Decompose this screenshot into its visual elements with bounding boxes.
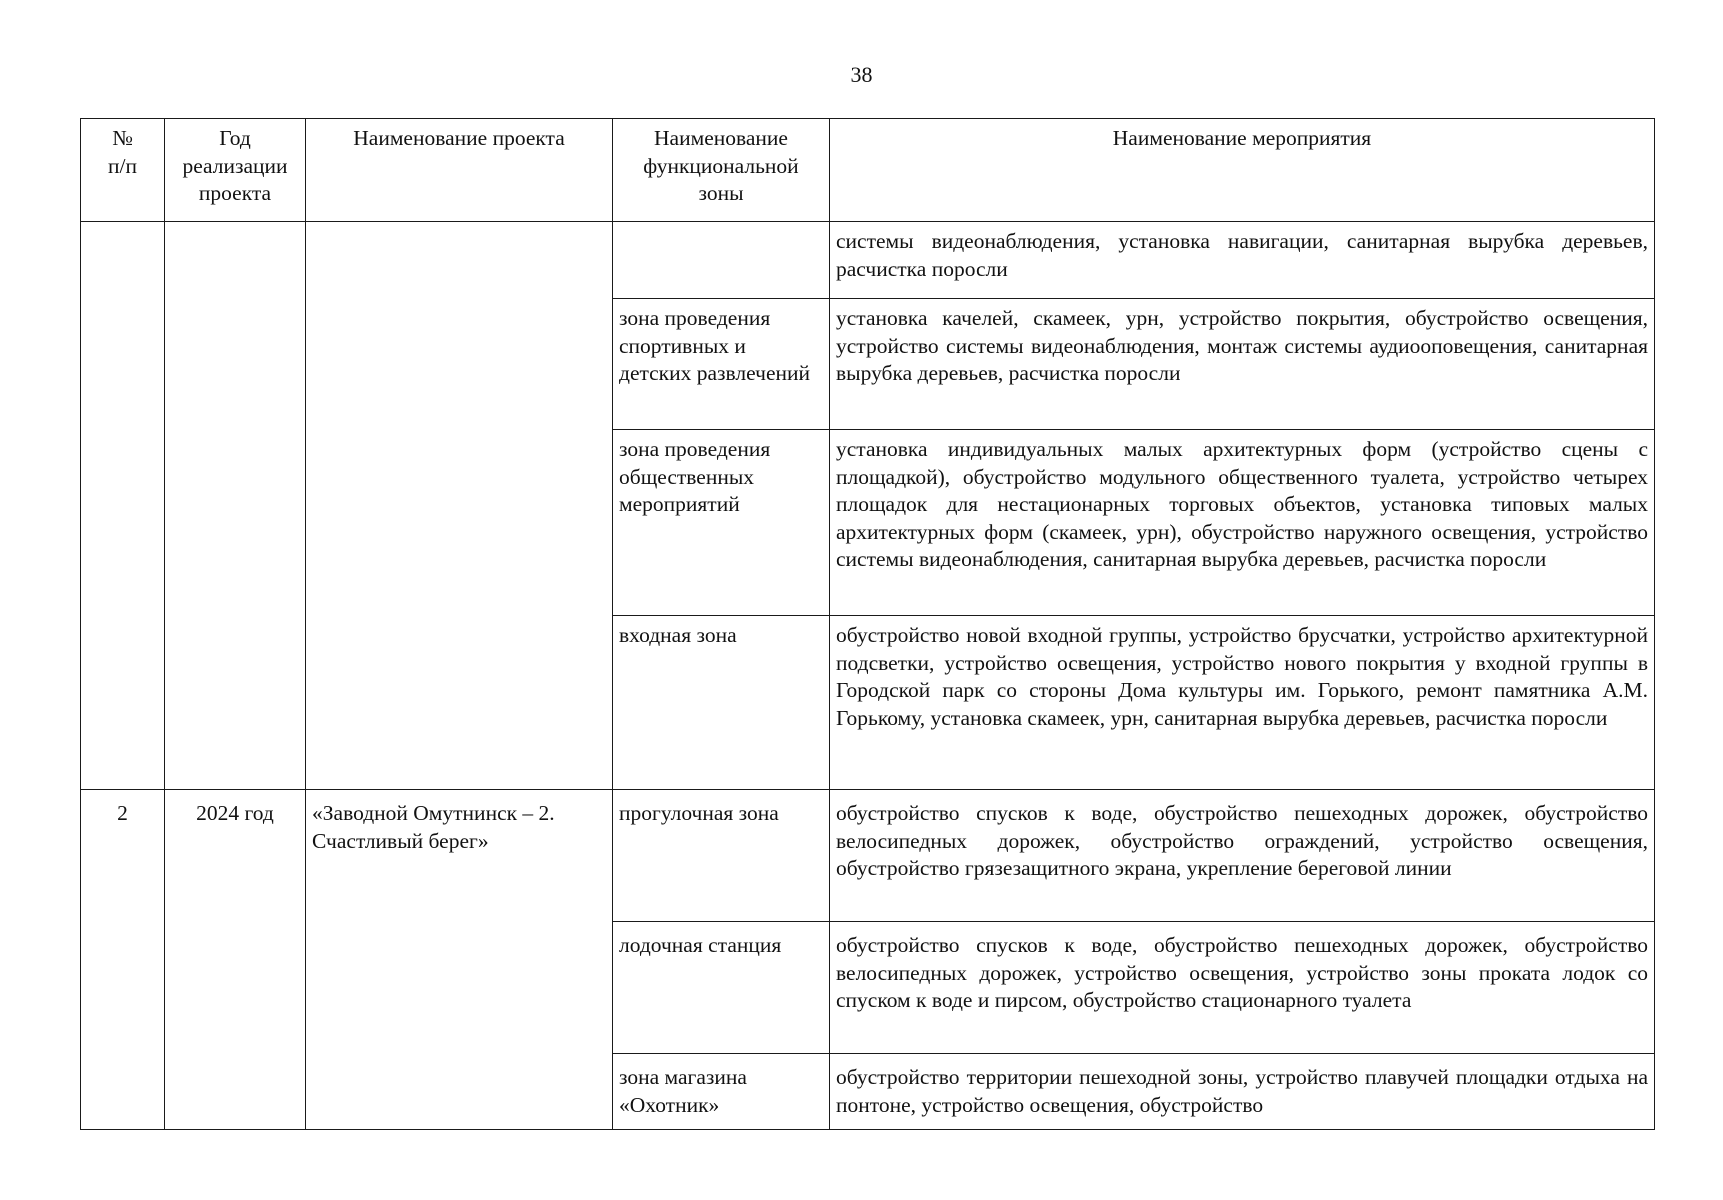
activity-cell: обустройство спусков к воде, обустройство пешеходных дорожек, обустройство велосипедных дорожек, устройство освещения, устройство зоны проката лодок со спуском к воде и пирсом, обустройство стационарного туалета [830,922,1655,1054]
activity-cell: установка качелей, скамеек, урн, устройство покрытия, обустройство освещения, устройство системы видеонаблюдения, монтаж системы аудиооповещения, санитарная вырубка деревьев, расчистка поросли [830,299,1655,430]
project-number-cell: 2 [81,790,165,1130]
zone-cell: зона проведения общественных мероприятий [613,430,830,616]
table-row [81,222,1655,299]
zone-cell: зона проведения спортивных и детских развлечений [613,299,830,430]
zone-cell: зона магазина «Охотник» [613,1054,830,1130]
project-number-cell [81,222,165,790]
project-year-cell [165,222,306,790]
activity-cell: обустройство спусков к воде, обустройство пешеходных дорожек, обустройство велосипедных дорожек, обустройство ограждений, устройство освещения, обустройство грязезащитного экрана, укрепление береговой линии [830,790,1655,922]
header-project: Наименование проекта [306,119,613,222]
project-name-cell [306,222,613,790]
activity-cell: обустройство территории пешеходной зоны, устройство плавучей площадки отдыха на понтоне, устройство освещения, обустройство [830,1054,1655,1130]
zone-cell: лодочная станция [613,922,830,1054]
project-year-cell: 2024 год [165,790,306,1130]
activity-cell: системы видеонаблюдения, установка навигации, санитарная вырубка деревьев, расчистка поросли [830,222,1655,299]
header-zone: Наименование функциональной зоны [613,119,830,222]
header-number: № п/п [81,119,165,222]
page-number: 38 [850,62,873,87]
table-header-row [81,119,1655,222]
activity-cell: обустройство новой входной группы, устройство брусчатки, устройство архитектурной подсветки, устройство освещения, устройство нового покрытия у входной группы в Городской парк со стороны Дома культуры им. Горького, ремонт памятника А.М. Горькому, установка скамеек, урн, санитарная вырубка деревьев, расчистка поросли [830,616,1655,790]
projects-table [80,118,1655,1130]
table-row [81,790,1655,922]
project-name-cell: «Заводной Омутнинск – 2. Счастливый берег» [306,790,613,1130]
activity-cell: установка индивидуальных малых архитектурных форм (устройство сцены с площадкой), обустройство модульного общественного туалета, устройство четырех площадок для нестационарных торговых объектов, установка типовых малых архитектурных форм (скамеек, урн), обустройство наружного освещения, устройство системы видеонаблюдения, санитарная вырубка деревьев, расчистка поросли [830,430,1655,616]
zone-cell: прогулочная зона [613,790,830,922]
header-year: Год реализации проекта [165,119,306,222]
header-activity: Наименование мероприятия [830,119,1655,222]
zone-cell [613,222,830,299]
zone-cell: входная зона [613,616,830,790]
